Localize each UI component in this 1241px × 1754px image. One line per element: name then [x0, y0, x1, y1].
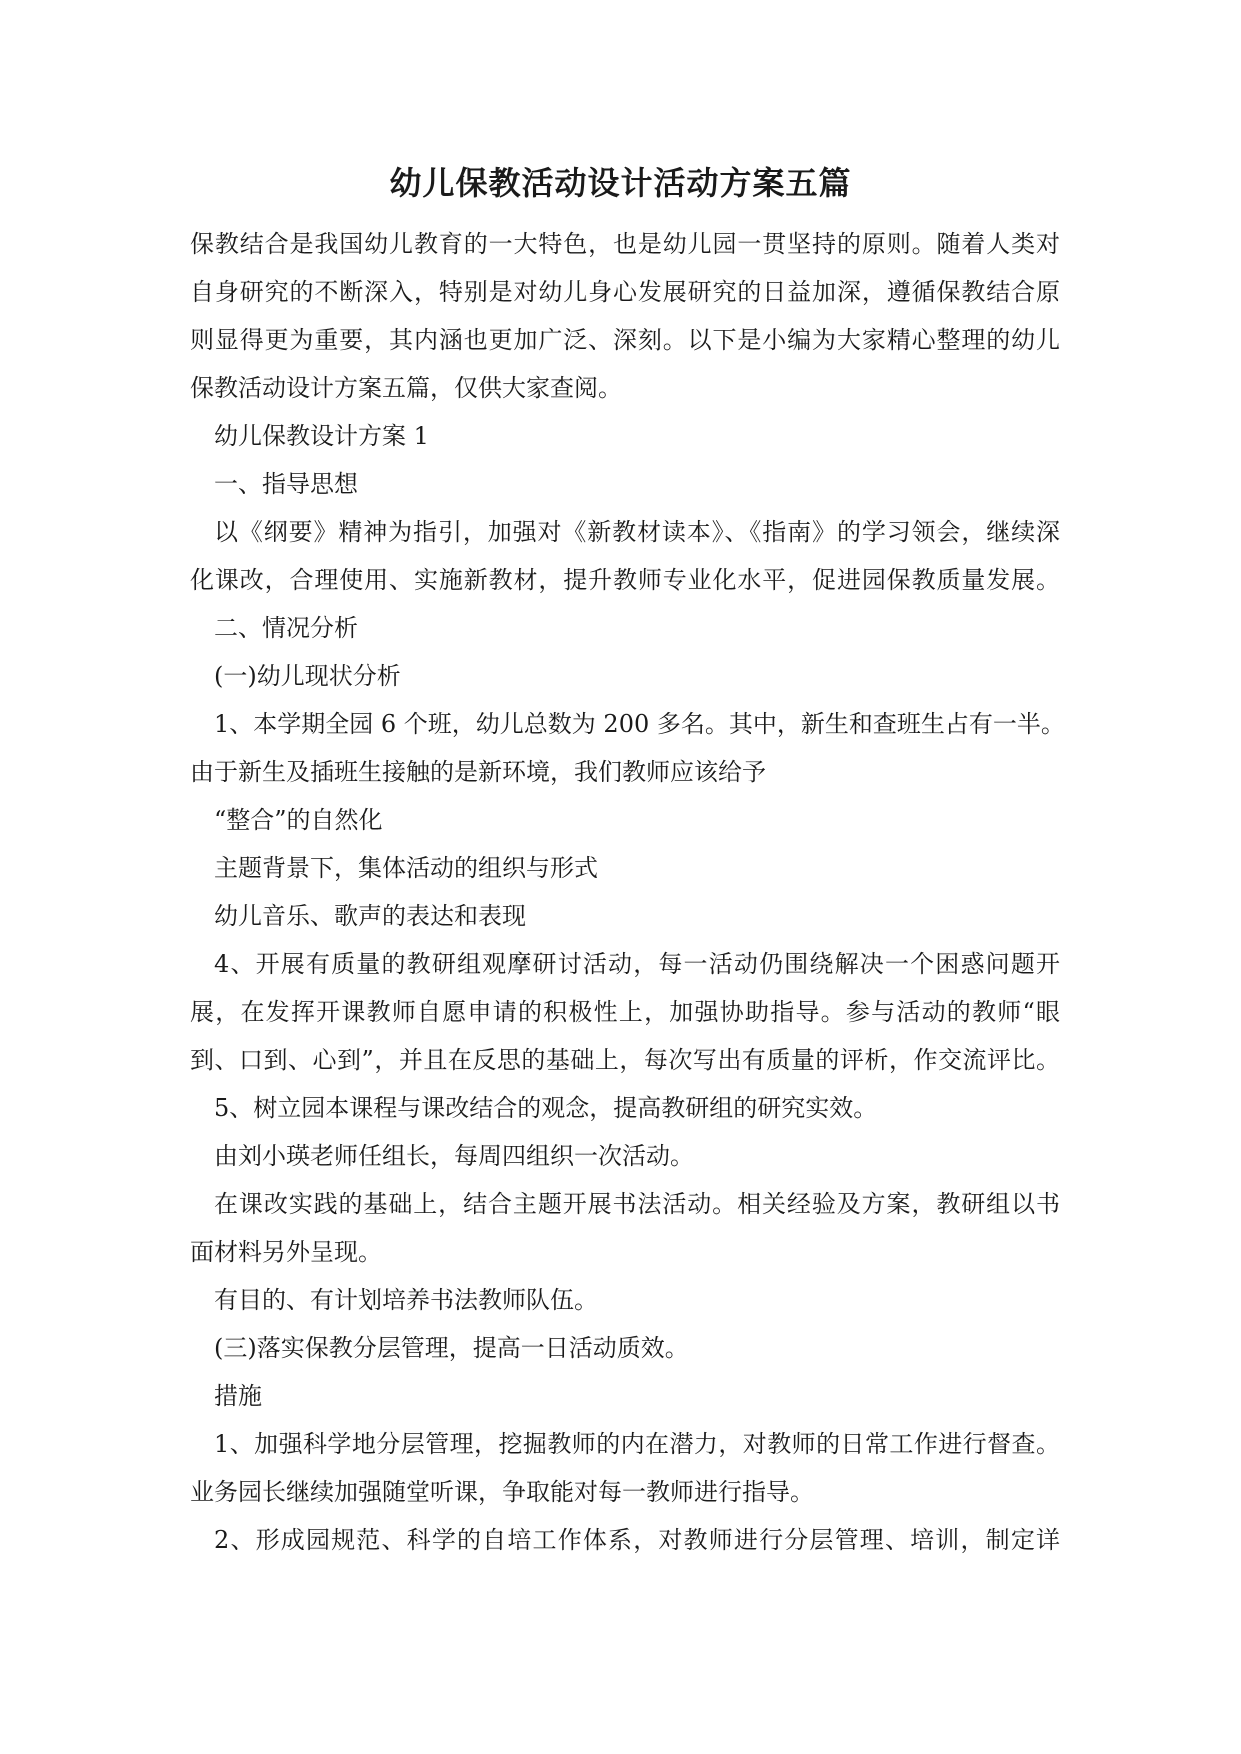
paragraph-line: “整合”的自然化: [214, 806, 383, 834]
paragraph-line: 主题背景下，集体活动的组织与形式: [214, 854, 598, 882]
paragraph-line: 由于新生及插班生接触的是新环境，我们教师应该给予: [190, 758, 766, 786]
paragraph-line: 化课改，合理使用、实施新教材，提升教师专业化水平，促进园保教质量发展。: [190, 566, 1060, 594]
section-heading: 幼儿保教设计方案 1: [214, 422, 429, 450]
section-heading: 二、情况分析: [214, 614, 358, 642]
paragraph-line: 保教结合是我国幼儿教育的一大特色，也是幼儿园一贯坚持的原则。随着人类对: [190, 230, 1060, 258]
paragraph-line: 则显得更为重要，其内涵也更加广泛、深刻。以下是小编为大家精心整理的幼儿: [190, 326, 1060, 354]
section-heading: 措施: [214, 1382, 262, 1410]
paragraph-line: 自身研究的不断深入，特别是对幼儿身心发展研究的日益加深，遵循保教结合原: [190, 278, 1060, 306]
paragraph-line: 以《纲要》精神为指引，加强对《新教材读本》、《指南》的学习领会，继续深: [214, 518, 1060, 546]
paragraph-line: 到、口到、心到”，并且在反思的基础上，每次写出有质量的评析，作交流评比。: [190, 1046, 1060, 1074]
paragraph-line: 1、加强科学地分层管理，挖掘教师的内在潜力，对教师的日常工作进行督查。: [214, 1430, 1060, 1458]
paragraph-line: 1、本学期全园 6 个班，幼儿总数为 200 多名。其中，新生和查班生占有一半。: [214, 710, 1065, 738]
paragraph-line: 幼儿音乐、歌声的表达和表现: [214, 902, 526, 930]
paragraph-line: 4、开展有质量的教研组观摩研讨活动，每一活动仍围绕解决一个困惑问题开: [214, 950, 1060, 978]
section-heading: 一、指导思想: [214, 470, 358, 498]
paragraph-line: 业务园长继续加强随堂听课，争取能对每一教师进行指导。: [190, 1478, 814, 1506]
paragraph-line: 5、树立园本课程与课改结合的观念，提高教研组的研究实效。: [214, 1094, 878, 1122]
paragraph-line: 面材料另外呈现。: [190, 1238, 382, 1266]
document-title: 幼儿保教活动设计活动方案五篇: [389, 164, 852, 202]
paragraph-line: 有目的、有计划培养书法教师队伍。: [214, 1286, 598, 1314]
paragraph-line: 由刘小瑛老师任组长，每周四组织一次活动。: [214, 1142, 694, 1170]
paragraph-line: 在课改实践的基础上，结合主题开展书法活动。相关经验及方案，教研组以书: [214, 1190, 1060, 1218]
section-heading: (一)幼儿现状分析: [214, 662, 401, 690]
paragraph-line: 展，在发挥开课教师自愿申请的积极性上，加强协助指导。参与活动的教师“眼: [190, 998, 1060, 1026]
paragraph-line: 保教活动设计方案五篇，仅供大家查阅。: [190, 374, 622, 402]
section-heading: (三)落实保教分层管理，提高一日活动质效。: [214, 1334, 689, 1362]
paragraph-line: 2、形成园规范、科学的自培工作体系，对教师进行分层管理、培训，制定详: [214, 1526, 1060, 1554]
